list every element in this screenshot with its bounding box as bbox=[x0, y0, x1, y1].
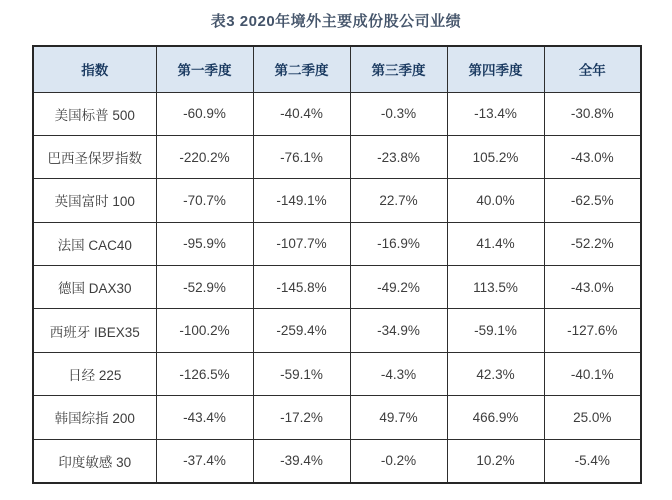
value-cell: -43.0% bbox=[544, 135, 641, 178]
table-row bbox=[33, 266, 641, 309]
value-cell: -23.8% bbox=[350, 135, 447, 178]
value-cell: -34.9% bbox=[350, 309, 447, 352]
value-cell: -37.4% bbox=[156, 439, 253, 482]
value-cell: 25.0% bbox=[544, 396, 641, 439]
value-cell: -0.3% bbox=[350, 92, 447, 135]
index-name-cell: 英国富时 100 bbox=[33, 179, 156, 222]
table-row bbox=[33, 439, 641, 482]
value-cell: 42.3% bbox=[447, 352, 544, 395]
column-header-index: 指数 bbox=[33, 46, 156, 92]
index-name-cell: 德国 DAX30 bbox=[33, 266, 156, 309]
value-cell: -17.2% bbox=[253, 396, 350, 439]
value-cell: -52.2% bbox=[544, 222, 641, 265]
value-cell: -40.4% bbox=[253, 92, 350, 135]
value-cell: 10.2% bbox=[447, 439, 544, 482]
table-body bbox=[33, 92, 641, 483]
value-cell: -5.4% bbox=[544, 439, 641, 482]
value-cell: -220.2% bbox=[156, 135, 253, 178]
value-cell: -40.1% bbox=[544, 352, 641, 395]
value-cell: -76.1% bbox=[253, 135, 350, 178]
value-cell: 105.2% bbox=[447, 135, 544, 178]
value-cell: -13.4% bbox=[447, 92, 544, 135]
value-cell: -127.6% bbox=[544, 309, 641, 352]
value-cell: -52.9% bbox=[156, 266, 253, 309]
value-cell: -43.0% bbox=[544, 266, 641, 309]
index-name-cell: 印度敏感 30 bbox=[33, 439, 156, 482]
value-cell: 22.7% bbox=[350, 179, 447, 222]
value-cell: -4.3% bbox=[350, 352, 447, 395]
table-row bbox=[33, 396, 641, 439]
table-row bbox=[33, 179, 641, 222]
value-cell: -59.1% bbox=[447, 309, 544, 352]
table-header bbox=[33, 46, 641, 92]
value-cell: -0.2% bbox=[350, 439, 447, 482]
header-row bbox=[33, 46, 641, 92]
index-name-cell: 法国 CAC40 bbox=[33, 222, 156, 265]
column-header-q1: 第一季度 bbox=[156, 46, 253, 92]
table-row bbox=[33, 222, 641, 265]
value-cell: -259.4% bbox=[253, 309, 350, 352]
performance-table bbox=[32, 45, 642, 484]
table-row bbox=[33, 135, 641, 178]
table-row bbox=[33, 92, 641, 135]
value-cell: -60.9% bbox=[156, 92, 253, 135]
index-name-cell: 韩国综指 200 bbox=[33, 396, 156, 439]
value-cell: -107.7% bbox=[253, 222, 350, 265]
index-name-cell: 西班牙 IBEX35 bbox=[33, 309, 156, 352]
value-cell: 466.9% bbox=[447, 396, 544, 439]
value-cell: -100.2% bbox=[156, 309, 253, 352]
column-header-q4: 第四季度 bbox=[447, 46, 544, 92]
value-cell: -62.5% bbox=[544, 179, 641, 222]
column-header-fullyear: 全年 bbox=[544, 46, 641, 92]
table-title: 表3 2020年境外主要成份股公司业绩 bbox=[210, 13, 462, 30]
value-cell: -59.1% bbox=[253, 352, 350, 395]
value-cell: 49.7% bbox=[350, 396, 447, 439]
value-cell: -49.2% bbox=[350, 266, 447, 309]
value-cell: -70.7% bbox=[156, 179, 253, 222]
value-cell: 113.5% bbox=[447, 266, 544, 309]
value-cell: -149.1% bbox=[253, 179, 350, 222]
value-cell: -16.9% bbox=[350, 222, 447, 265]
table-row bbox=[33, 309, 641, 352]
value-cell: 41.4% bbox=[447, 222, 544, 265]
value-cell: -95.9% bbox=[156, 222, 253, 265]
index-name-cell: 日经 225 bbox=[33, 352, 156, 395]
value-cell: -43.4% bbox=[156, 396, 253, 439]
index-name-cell: 巴西圣保罗指数 bbox=[33, 135, 156, 178]
value-cell: 40.0% bbox=[447, 179, 544, 222]
value-cell: -30.8% bbox=[544, 92, 641, 135]
column-header-q2: 第二季度 bbox=[253, 46, 350, 92]
value-cell: -39.4% bbox=[253, 439, 350, 482]
value-cell: -126.5% bbox=[156, 352, 253, 395]
column-header-q3: 第三季度 bbox=[350, 46, 447, 92]
table-row bbox=[33, 352, 641, 395]
value-cell: -145.8% bbox=[253, 266, 350, 309]
index-name-cell: 美国标普 500 bbox=[33, 92, 156, 135]
